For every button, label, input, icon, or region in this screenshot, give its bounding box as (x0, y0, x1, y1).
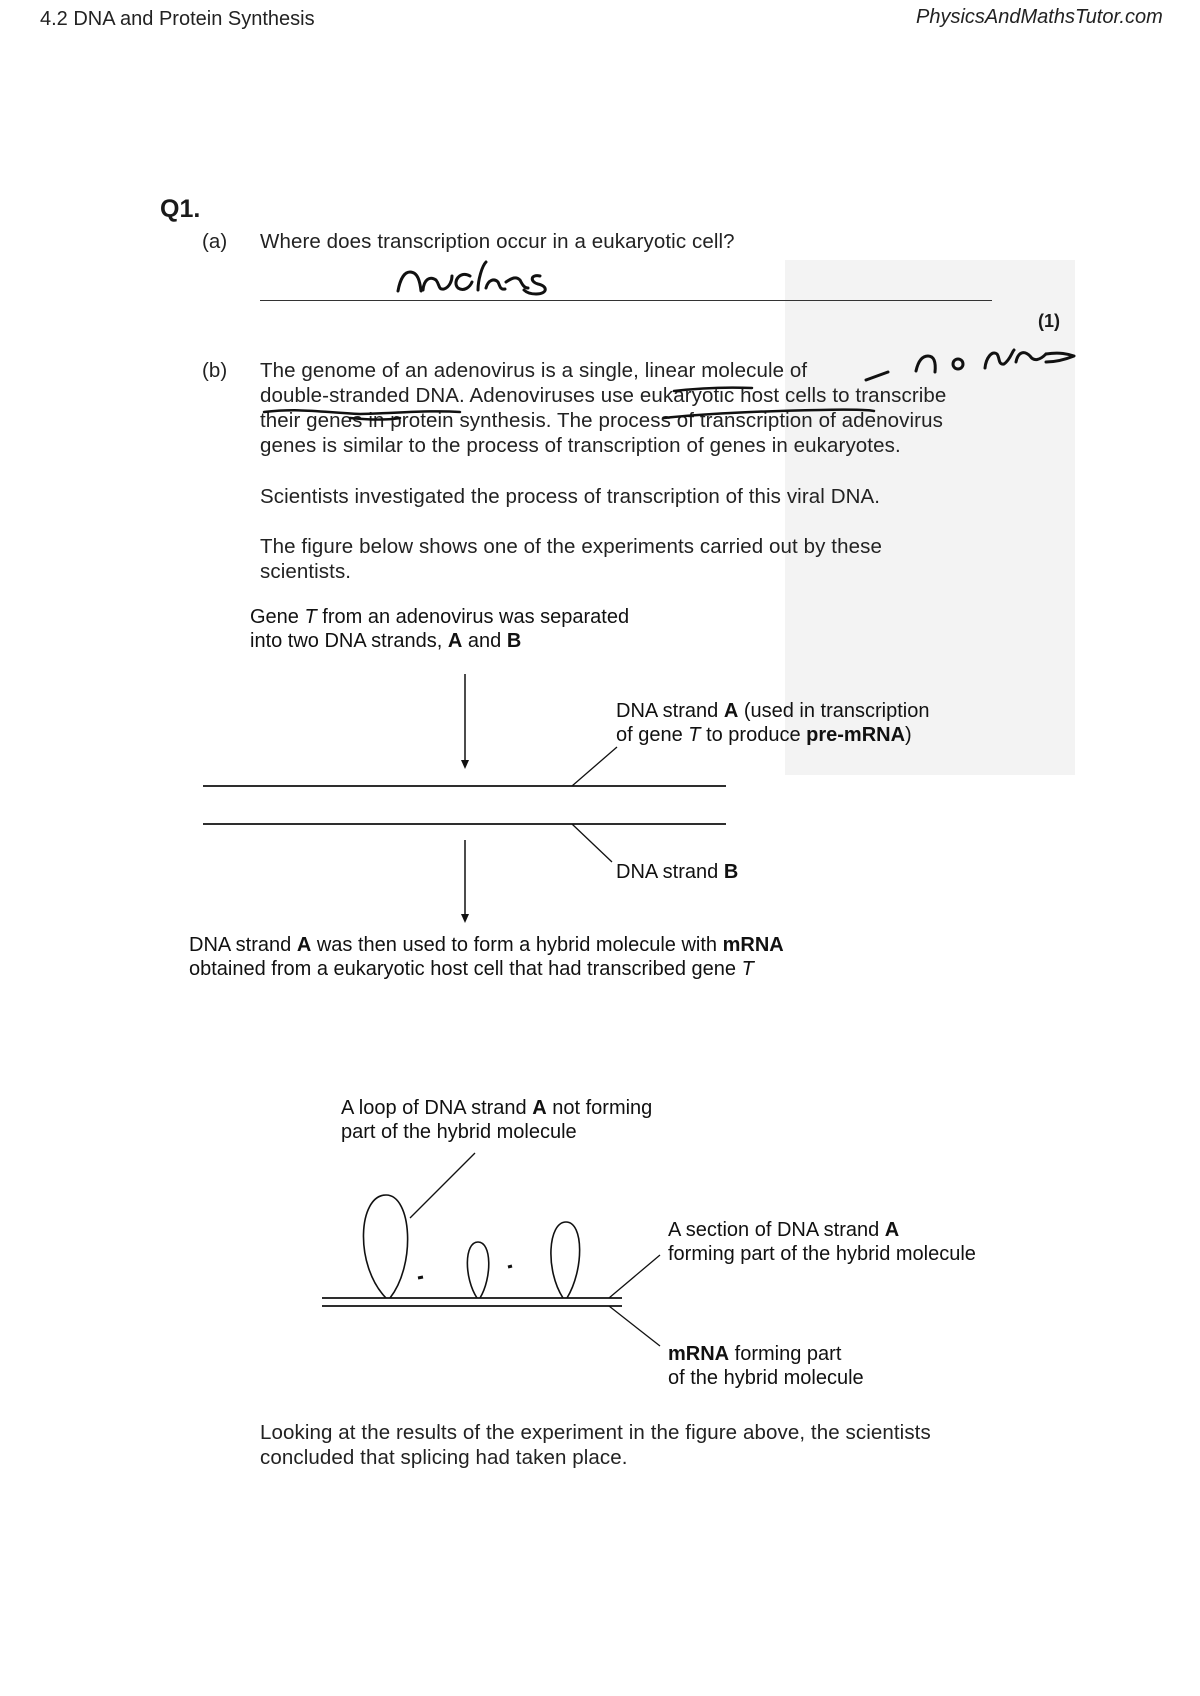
part-b-para3-line1: The figure below shows one of the experiments carried out by these (260, 535, 882, 558)
marks-indicator: (1) (1038, 311, 1060, 331)
loop-label-line2: part of the hybrid molecule (341, 1121, 577, 1143)
part-b-para1-line2: double-stranded DNA. Adenoviruses use eukaryotic host cells to transcribe (260, 384, 947, 407)
part-b-para1-line3: their genes in protein synthesis. The process of transcription of adenovirus (260, 409, 943, 432)
arrowhead-1 (461, 760, 469, 769)
section-label-line2: forming part of the hybrid molecule (668, 1243, 976, 1265)
conclusion-line1: Looking at the results of the experiment in the figure above, the scientists (260, 1421, 931, 1444)
conclusion-line2: concluded that splicing had taken place. (260, 1446, 628, 1469)
figure-top-caption-line1: Gene T from an adenovirus was separated (250, 606, 630, 628)
part-b-para1-line1: The genome of an adenovirus is a single, linear molecule of (260, 359, 808, 382)
leader-section (609, 1255, 660, 1298)
section-label-line1: A section of DNA strand A (668, 1219, 900, 1241)
hybrid-caption-line1: DNA strand A was then used to form a hybrid molecule with mRNA (189, 934, 784, 956)
part-a-label: (a) (202, 230, 228, 253)
dna-strands-diagram (203, 674, 726, 923)
mrna-label-line1: mRNA forming part (668, 1343, 842, 1365)
loop-medium (551, 1222, 580, 1298)
handwritten-underlines (264, 388, 874, 420)
part-b-para3-line2: scientists. (260, 560, 352, 583)
part-b-para2: Scientists investigated the process of transcription of this viral DNA. (260, 485, 881, 508)
question-number: Q1. (160, 195, 201, 223)
dash-mark-1 (418, 1277, 423, 1278)
part-b-para1-line4: genes is similar to the process of transcription of genes in eukaryotes. (260, 434, 901, 457)
document-header-title: 4.2 DNA and Protein Synthesis (40, 8, 315, 30)
leader-strand-a (572, 747, 617, 786)
part-a-question: Where does transcription occur in a eukaryotic cell? (260, 230, 735, 253)
part-b-label: (b) (202, 359, 228, 382)
handwritten-note (866, 350, 1074, 380)
handwritten-answer (398, 262, 545, 294)
hybrid-molecule-diagram (322, 1153, 660, 1346)
leader-strand-b (572, 824, 612, 862)
leader-loop (410, 1153, 475, 1218)
loop-large (363, 1195, 407, 1298)
arrowhead-2 (461, 914, 469, 923)
strand-a-label-line1: DNA strand A (used in transcription (616, 700, 930, 722)
document-header-source: PhysicsAndMathsTutor.com (916, 6, 1163, 28)
loop-small (467, 1242, 488, 1298)
loop-label-line1: A loop of DNA strand A not forming (341, 1097, 653, 1119)
strand-a-label-line2: of gene T to produce pre-mRNA) (616, 724, 912, 746)
mrna-label-line2: of the hybrid molecule (668, 1367, 864, 1389)
dash-mark-2 (508, 1266, 512, 1267)
hybrid-caption-line2: obtained from a eukaryotic host cell that had transcribed gene T (189, 958, 754, 980)
strand-b-label: DNA strand B (616, 861, 739, 883)
leader-mrna (609, 1306, 660, 1346)
figure-top-caption-line2: into two DNA strands, A and B (250, 630, 522, 652)
